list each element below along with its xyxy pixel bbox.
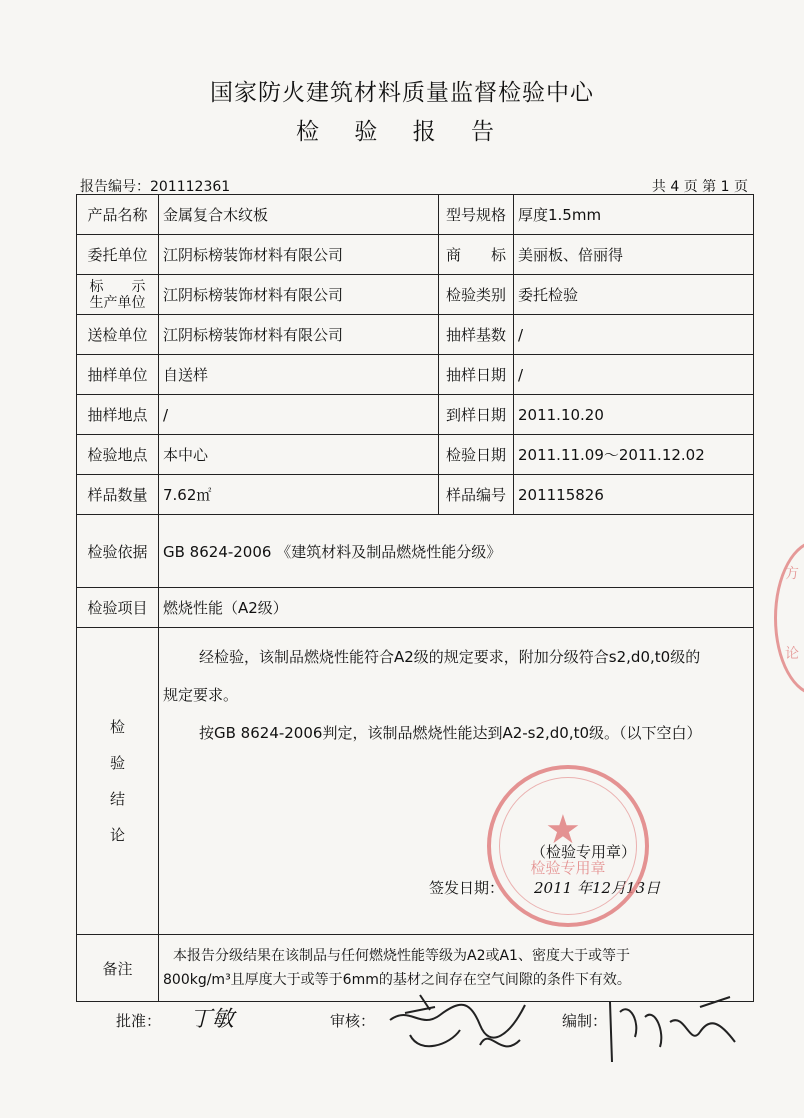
report-title: 国家防火建筑材料质量监督检验中心 xyxy=(210,80,594,106)
conclusion-label-char: 验 xyxy=(109,754,125,772)
compile-signature xyxy=(600,992,750,1072)
table-row xyxy=(77,395,754,435)
report-number-label: 报告编号： xyxy=(80,179,150,195)
row-value: 江阴标榜装饰材料有限公司 xyxy=(159,235,439,275)
issue-date-label: 签发日期： xyxy=(429,879,505,897)
row-label: 到样日期 xyxy=(439,395,514,435)
table-row xyxy=(77,588,754,628)
table-row xyxy=(77,355,754,395)
conclusion-paragraph-1-cont: 规定要求。 xyxy=(163,686,239,704)
row-label: 检验类别 xyxy=(439,275,514,315)
star-icon: ★ xyxy=(545,807,581,853)
row-value: 美丽板、倍丽得 xyxy=(514,235,754,275)
issue-date: 2011 年12月13日 xyxy=(534,879,661,897)
row-value: 金属复合木纹板 xyxy=(159,195,439,235)
report-table xyxy=(76,194,754,1002)
basis-label: 检验依据 xyxy=(77,515,159,588)
row-value: 江阴标榜装饰材料有限公司 xyxy=(159,275,439,315)
row-value: / xyxy=(514,315,754,355)
row-value: 本中心 xyxy=(159,435,439,475)
row-value: 委托检验 xyxy=(514,275,754,315)
row-value: 自送样 xyxy=(159,355,439,395)
table-row xyxy=(77,475,754,515)
row-label: 商 标 xyxy=(439,235,514,275)
report-subtitle: 检 验 报 告 xyxy=(296,119,508,145)
row-label: 型号规格 xyxy=(439,195,514,235)
report-number xyxy=(80,176,230,196)
row-value: 2011.10.20 xyxy=(514,395,754,435)
table-row xyxy=(77,515,754,588)
row-value: / xyxy=(514,355,754,395)
seal-text: 检验专用章 xyxy=(530,859,606,877)
row-value: 2011.11.09～2011.12.02 xyxy=(514,435,754,475)
conclusion-label-char: 结 xyxy=(109,790,125,808)
item-label: 检验项目 xyxy=(77,588,159,628)
row-label-line: 生产单位 xyxy=(89,294,146,311)
row-label: 检验地点 xyxy=(77,435,159,475)
edge-seal xyxy=(774,540,804,696)
item-value: 燃烧性能（A2级） xyxy=(159,588,754,628)
compile-label: 编制： xyxy=(562,1012,608,1030)
edge-seal-text: 论 xyxy=(785,646,799,662)
remarks-label: 备注 xyxy=(77,935,159,1002)
conclusion-label-char: 检 xyxy=(109,718,125,736)
row-value: 7.62㎡ xyxy=(159,475,439,515)
conclusion-label xyxy=(77,628,159,935)
row-label: 送检单位 xyxy=(77,315,159,355)
row-label xyxy=(77,275,159,315)
conclusion-paragraph-2: 按GB 8624-2006判定，该制品燃烧性能达到A2-s2,d0,t0级。（以下空白） xyxy=(199,724,702,742)
row-label: 抽样基数 xyxy=(439,315,514,355)
conclusion-body xyxy=(159,628,754,935)
review-signature xyxy=(360,985,540,1065)
review-label: 审核： xyxy=(330,1012,376,1030)
official-seal xyxy=(487,765,649,927)
basis-value: GB 8624-2006 《建筑材料及制品燃烧性能分级》 xyxy=(159,515,754,588)
row-label: 产品名称 xyxy=(77,195,159,235)
row-value: 厚度1.5mm xyxy=(514,195,754,235)
approve-label: 批准： xyxy=(116,1012,162,1030)
row-label: 检验日期 xyxy=(439,435,514,475)
conclusion-label-char: 论 xyxy=(109,826,125,844)
report-number-value: 201112361 xyxy=(150,179,231,195)
remarks-line: 800kg/m³且厚度大于或等于6mm的基材之间存在空气间隙的条件下有效。 xyxy=(163,972,631,988)
edge-seal-text: 方 xyxy=(785,566,799,582)
conclusion-paragraph-1: 经检验，该制品燃烧性能符合A2级的规定要求，附加分级符合s2,d0,t0级的 xyxy=(199,648,701,666)
table-row xyxy=(77,435,754,475)
row-label: 样品数量 xyxy=(77,475,159,515)
table-row xyxy=(77,235,754,275)
row-value: 江阴标榜装饰材料有限公司 xyxy=(159,315,439,355)
table-row xyxy=(77,275,754,315)
row-label: 样品编号 xyxy=(439,475,514,515)
table-row xyxy=(77,195,754,235)
row-label: 抽样日期 xyxy=(439,355,514,395)
row-value: 201115826 xyxy=(514,475,754,515)
page-indicator: 共 4 页 第 1 页 xyxy=(651,179,748,195)
seal-note: （检验专用章） xyxy=(531,843,637,861)
row-label: 委托单位 xyxy=(77,235,159,275)
row-label: 抽样单位 xyxy=(77,355,159,395)
approve-signature: 丁敏 xyxy=(190,1007,235,1032)
remarks-line: 本报告分级结果在该制品与任何燃烧性能等级为A2或A1、密度大于或等于 xyxy=(173,948,630,964)
row-label: 抽样地点 xyxy=(77,395,159,435)
row-label-line: 标 示 xyxy=(89,278,146,295)
row-value: / xyxy=(159,395,439,435)
table-row xyxy=(77,315,754,355)
table-row xyxy=(77,628,754,935)
